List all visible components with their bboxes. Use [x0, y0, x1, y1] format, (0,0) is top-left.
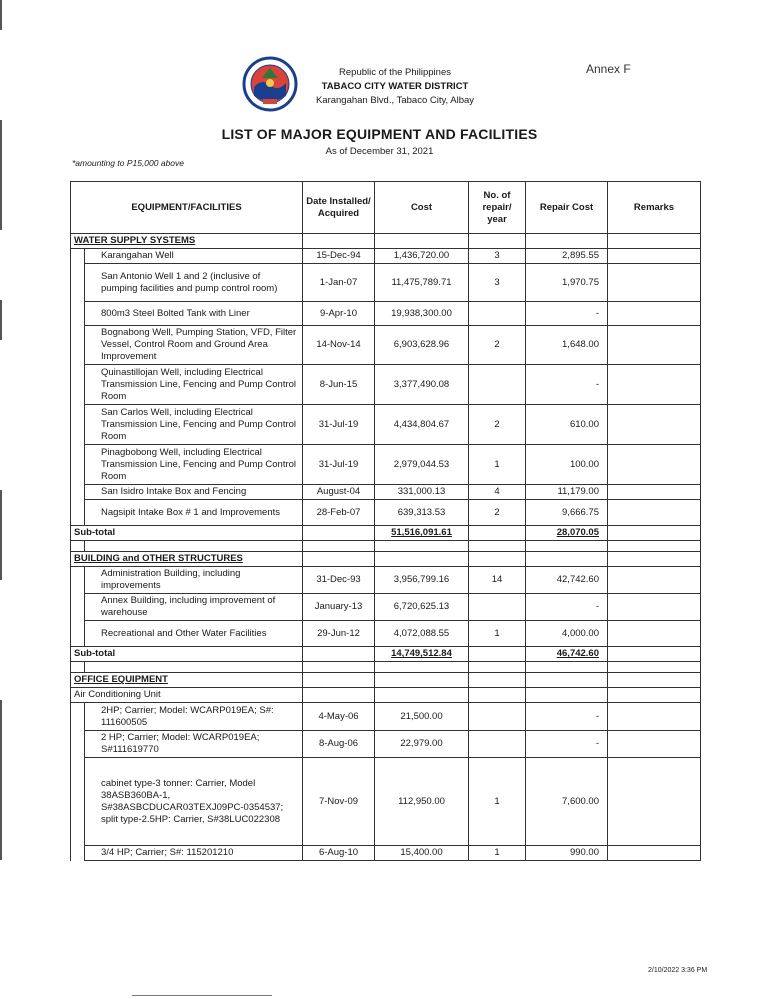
equipment-name: San Antonio Well 1 and 2 (inclusive of pumping facilities and pump control room): [85, 264, 303, 302]
cost-value: 11,475,789.71: [375, 264, 469, 302]
cost-value: 1,436,720.00: [375, 249, 469, 264]
date-installed: 31-Dec-93: [303, 567, 375, 594]
equipment-name: 800m3 Steel Bolted Tank with Liner: [85, 302, 303, 326]
empty-cell: [303, 673, 375, 688]
section-title: OFFICE EQUIPMENT: [71, 673, 303, 688]
cost-value: 639,313.53: [375, 500, 469, 526]
empty-cell: [303, 552, 375, 567]
empty-cell: [526, 688, 608, 703]
column-header-repairs: No. of repair/ year: [469, 182, 526, 234]
remarks-cell: [608, 249, 701, 264]
equipment-name: San Isidro Intake Box and Fencing: [85, 485, 303, 500]
table-row: [71, 302, 701, 326]
subtotal-cost: 14,749,512.84: [375, 647, 469, 662]
cost-value: 2,979,044.53: [375, 445, 469, 485]
empty-cell: [526, 541, 608, 552]
empty-cell: [608, 647, 701, 662]
column-header-equipment: EQUIPMENT/FACILITIES: [71, 182, 303, 234]
date-installed: January-13: [303, 594, 375, 621]
remarks-cell: [608, 621, 701, 647]
repair-count: 3: [469, 264, 526, 302]
repair-count: [469, 302, 526, 326]
row-gutter: [71, 758, 85, 846]
table-row: [71, 621, 701, 647]
empty-cell: [303, 234, 375, 249]
empty-cell: [469, 552, 526, 567]
row-gutter: [71, 846, 85, 861]
date-installed: 1-Jan-07: [303, 264, 375, 302]
row-gutter: [71, 264, 85, 302]
table-header-row: [71, 182, 701, 234]
subtotal-label: Sub-total: [71, 526, 303, 541]
cost-value: 6,720,625.13: [375, 594, 469, 621]
column-header-cost: Cost: [375, 182, 469, 234]
print-timestamp: 2/10/2022 3:36 PM: [648, 967, 708, 974]
repair-cost-value: 11,179.00: [526, 485, 608, 500]
row-gutter: [71, 621, 85, 647]
spacer-row: [71, 541, 701, 552]
equipment-name: Nagsipit Intake Box # 1 and Improvements: [85, 500, 303, 526]
repair-cost-value: -: [526, 703, 608, 731]
empty-cell: [469, 234, 526, 249]
repair-cost-value: 610.00: [526, 405, 608, 445]
repair-cost-value: 7,600.00: [526, 758, 608, 846]
document-title: LIST OF MAJOR EQUIPMENT AND FACILITIES: [221, 126, 538, 142]
scan-edge-mark: [0, 700, 2, 860]
table-row: [71, 365, 701, 405]
empty-cell: [469, 541, 526, 552]
empty-cell: [608, 688, 701, 703]
row-gutter: [71, 567, 85, 594]
repair-count: [469, 731, 526, 758]
table-row: [71, 731, 701, 758]
cost-value: 6,903,628.96: [375, 326, 469, 365]
remarks-cell: [608, 758, 701, 846]
equipment-name: Administration Building, including improvements: [85, 567, 303, 594]
empty-cell: [469, 673, 526, 688]
repair-cost-value: 1,648.00: [526, 326, 608, 365]
empty-cell: [375, 541, 469, 552]
cost-value: 19,938,300.00: [375, 302, 469, 326]
table-row: [71, 485, 701, 500]
repair-cost-value: -: [526, 365, 608, 405]
repair-count: [469, 594, 526, 621]
row-gutter: [71, 500, 85, 526]
table-row: [71, 445, 701, 485]
footnote: *amounting to P15,000 above: [72, 158, 185, 168]
table-row: [71, 249, 701, 264]
empty-cell: [303, 541, 375, 552]
section-header-row: [71, 552, 701, 567]
equipment-name: San Carlos Well, including Electrical Transmission Line, Fencing and Pump Control Room: [85, 405, 303, 445]
row-gutter: [71, 302, 85, 326]
date-installed: 14-Nov-14: [303, 326, 375, 365]
remarks-cell: [608, 703, 701, 731]
empty-cell: [375, 662, 469, 673]
remarks-cell: [608, 500, 701, 526]
column-header-date: Date Installed/ Acquired: [303, 182, 375, 234]
empty-cell: [85, 662, 303, 673]
repair-count: 1: [469, 846, 526, 861]
repair-count: 2: [469, 326, 526, 365]
empty-cell: [608, 662, 701, 673]
date-installed: 31-Jul-19: [303, 445, 375, 485]
row-gutter: [71, 326, 85, 365]
cost-value: 22,979.00: [375, 731, 469, 758]
empty-cell: [71, 662, 85, 673]
equipment-name: Annex Building, including improvement of warehouse: [85, 594, 303, 621]
date-installed: 28-Feb-07: [303, 500, 375, 526]
remarks-cell: [608, 264, 701, 302]
remarks-cell: [608, 594, 701, 621]
empty-cell: [375, 552, 469, 567]
repair-cost-value: -: [526, 731, 608, 758]
scan-edge-mark: [0, 300, 2, 340]
district-address: Karangahan Blvd., Tabaco City, Albay: [315, 95, 475, 106]
cost-value: 331,000.13: [375, 485, 469, 500]
repair-count: 1: [469, 758, 526, 846]
empty-cell: [608, 541, 701, 552]
empty-cell: [469, 688, 526, 703]
date-installed: August-04: [303, 485, 375, 500]
date-installed: 8-Jun-15: [303, 365, 375, 405]
repair-cost-value: 42,742.60: [526, 567, 608, 594]
repair-count: 1: [469, 445, 526, 485]
empty-cell: [85, 541, 303, 552]
group-row: [71, 688, 701, 703]
letterhead: [290, 66, 500, 108]
table-row: [71, 264, 701, 302]
date-installed: 4-May-06: [303, 703, 375, 731]
empty-cell: [608, 673, 701, 688]
repair-count: [469, 365, 526, 405]
empty-cell: [71, 541, 85, 552]
section-title: WATER SUPPLY SYSTEMS: [71, 234, 303, 249]
section-header-row: [71, 673, 701, 688]
subtotal-row: [71, 647, 701, 662]
remarks-cell: [608, 445, 701, 485]
section-header-row: [71, 234, 701, 249]
date-installed: 8-Aug-06: [303, 731, 375, 758]
repair-cost-value: -: [526, 594, 608, 621]
scan-bottom-line: [132, 995, 272, 996]
republic-text: Republic of the Philippines: [339, 67, 451, 78]
repair-cost-value: -: [526, 302, 608, 326]
empty-cell: [526, 662, 608, 673]
empty-cell: [469, 647, 526, 662]
scan-edge-mark: [0, 0, 2, 30]
repair-cost-value: 990.00: [526, 846, 608, 861]
remarks-cell: [608, 567, 701, 594]
equipment-name: Bognabong Well, Pumping Station, VFD, Filter Vessel, Control Room and Ground Area Improvement: [85, 326, 303, 365]
repair-cost-value: 100.00: [526, 445, 608, 485]
repair-count: 2: [469, 500, 526, 526]
group-title: Air Conditioning Unit: [71, 688, 303, 703]
row-gutter: [71, 594, 85, 621]
equipment-table: [70, 181, 701, 861]
equipment-name: Recreational and Other Water Facilities: [85, 621, 303, 647]
repair-count: 1: [469, 621, 526, 647]
cost-value: 4,072,088.55: [375, 621, 469, 647]
equipment-name: 3/4 HP; Carrier; S#: 115201210: [85, 846, 303, 861]
cost-value: 3,956,799.16: [375, 567, 469, 594]
annex-label: Annex F: [586, 62, 631, 76]
empty-cell: [375, 234, 469, 249]
repair-cost-value: 4,000.00: [526, 621, 608, 647]
row-gutter: [71, 405, 85, 445]
empty-cell: [526, 234, 608, 249]
row-gutter: [71, 485, 85, 500]
remarks-cell: [608, 485, 701, 500]
remarks-cell: [608, 405, 701, 445]
repair-cost-value: 2,895.55: [526, 249, 608, 264]
remarks-cell: [608, 302, 701, 326]
remarks-cell: [608, 731, 701, 758]
empty-cell: [303, 526, 375, 541]
date-installed: 15-Dec-94: [303, 249, 375, 264]
repair-cost-value: 9,666.75: [526, 500, 608, 526]
equipment-name: Karangahan Well: [85, 249, 303, 264]
cost-value: 4,434,804.67: [375, 405, 469, 445]
remarks-cell: [608, 846, 701, 861]
scan-edge-mark: [0, 490, 2, 580]
cost-value: 3,377,490.08: [375, 365, 469, 405]
repair-count: 14: [469, 567, 526, 594]
repair-count: 2: [469, 405, 526, 445]
equipment-name: 2 HP; Carrier; Model: WCARP019EA; S#111619770: [85, 731, 303, 758]
empty-cell: [526, 673, 608, 688]
date-installed: 7-Nov-09: [303, 758, 375, 846]
empty-cell: [303, 647, 375, 662]
table-row: [71, 846, 701, 861]
column-header-remarks: Remarks: [608, 182, 701, 234]
subtotal-repair-cost: 28,070.05: [526, 526, 608, 541]
empty-cell: [469, 662, 526, 673]
table-row: [71, 326, 701, 365]
remarks-cell: [608, 365, 701, 405]
district-name: TABACO CITY WATER DISTRICT: [321, 81, 469, 92]
repair-count: 3: [469, 249, 526, 264]
remarks-cell: [608, 326, 701, 365]
date-installed: 9-Apr-10: [303, 302, 375, 326]
subtotal-row: [71, 526, 701, 541]
equipment-name: Quinastillojan Well, including Electrical Transmission Line, Fencing and Pump Control Room: [85, 365, 303, 405]
table-row: [71, 567, 701, 594]
spacer-row: [71, 662, 701, 673]
subtotal-label: Sub-total: [71, 647, 303, 662]
repair-count: 4: [469, 485, 526, 500]
row-gutter: [71, 445, 85, 485]
repair-cost-value: 1,970.75: [526, 264, 608, 302]
column-header-repair-cost: Repair Cost: [526, 182, 608, 234]
empty-cell: [608, 526, 701, 541]
equipment-name: Pinagbobong Well, including Electrical Transmission Line, Fencing and Pump Control Room: [85, 445, 303, 485]
empty-cell: [375, 673, 469, 688]
empty-cell: [303, 688, 375, 703]
subtotal-repair-cost: 46,742.60: [526, 647, 608, 662]
empty-cell: [469, 526, 526, 541]
cost-value: 21,500.00: [375, 703, 469, 731]
row-gutter: [71, 731, 85, 758]
row-gutter: [71, 249, 85, 264]
table-row: [71, 758, 701, 846]
cost-value: 112,950.00: [375, 758, 469, 846]
table-row: [71, 500, 701, 526]
repair-count: [469, 703, 526, 731]
empty-cell: [526, 552, 608, 567]
cost-value: 15,400.00: [375, 846, 469, 861]
subtotal-cost: 51,516,091.61: [375, 526, 469, 541]
row-gutter: [71, 365, 85, 405]
date-installed: 6-Aug-10: [303, 846, 375, 861]
row-gutter: [71, 703, 85, 731]
equipment-name: cabinet type-3 tonner: Carrier, Model 38ASB360BA-1, S#38ASBCDUCAR03TEXJ09PC-0354537; split type-2.5HP: Carrier, S#38LUC022308: [85, 758, 303, 846]
equipment-name: 2HP; Carrier; Model: WCARP019EA; S#: 111600505: [85, 703, 303, 731]
date-installed: 29-Jun-12: [303, 621, 375, 647]
table-row: [71, 703, 701, 731]
date-installed: 31-Jul-19: [303, 405, 375, 445]
document-date: As of December 31, 2021: [325, 146, 434, 157]
table-row: [71, 594, 701, 621]
empty-cell: [303, 662, 375, 673]
empty-cell: [375, 688, 469, 703]
empty-cell: [608, 552, 701, 567]
section-title: BUILDING and OTHER STRUCTURES: [71, 552, 303, 567]
empty-cell: [608, 234, 701, 249]
table-row: [71, 405, 701, 445]
